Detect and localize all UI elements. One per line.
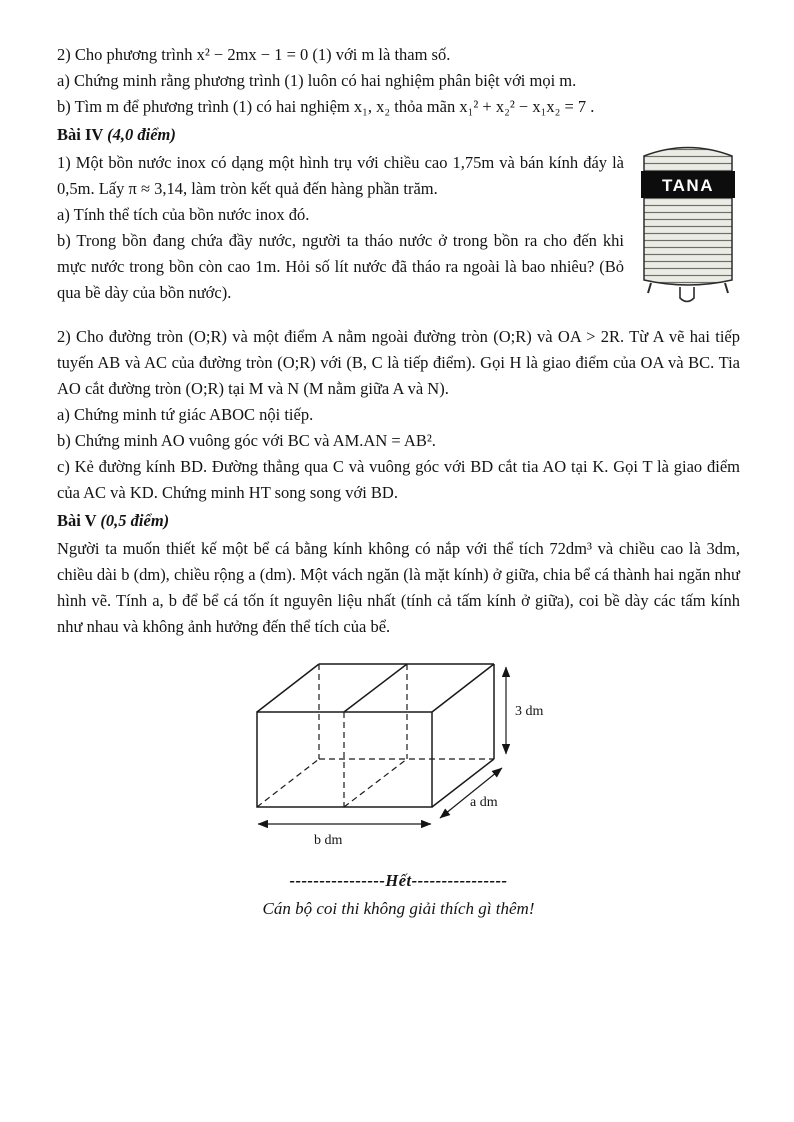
depth-dimension-label: a dm bbox=[469, 795, 498, 810]
dimension-arrows bbox=[258, 667, 506, 824]
tank-part-b: b) Trong bồn đang chứa đầy nước, người ta tháo nước ở trong bồn ra cho đến khi mực nước trong bồn còn cao 1m. Hỏi số lít nước đã tháo ra ngoài là bao nhiêu? (Bỏ qua bề dày của bồn nước). bbox=[57, 231, 624, 302]
problem-circle bbox=[57, 324, 740, 506]
aquarium-figure bbox=[244, 654, 554, 860]
circle-part-b: b) Chứng minh AO vuông góc với BC và AM.AN = AB². bbox=[57, 431, 436, 450]
water-tank-illustration bbox=[636, 134, 740, 306]
bai5-heading bbox=[57, 508, 740, 534]
bai5-points: (0,5 điểm) bbox=[100, 511, 170, 530]
circle-intro: 2) Cho đường tròn (O;R) và một điểm A nằm ngoài đường tròn (O;R) và OA > 2R. Từ A vẽ hai tiếp tuyến AB và AC của đường tròn (O;R) với (B, C là tiếp điểm). Gọi H là giao điểm của OA và BC. Tia AO cắt đường tròn (O;R) tại M và N (M nằm giữa A và N). bbox=[57, 327, 740, 398]
bai4-title: Bài IV bbox=[57, 125, 104, 144]
problem-tank bbox=[57, 150, 740, 318]
height-dimension-label: 3 dm bbox=[514, 704, 543, 719]
bai4-points: (4,0 điểm) bbox=[107, 125, 176, 144]
het-divider: ----------------Hết---------------- bbox=[289, 871, 508, 890]
width-dimension-label: b dm bbox=[313, 833, 342, 848]
quadratic-part-a: a) Chứng minh rằng phương trình (1) luôn có hai nghiệm phân biệt với mọi m. bbox=[57, 71, 577, 90]
tank-outlet bbox=[680, 287, 694, 302]
circle-part-c: c) Kẻ đường kính BD. Đường thẳng qua C và vuông góc với BD cắt tia AO tại K. Gọi T là giao điểm của AC và KD. Chứng minh HT song song với BD. bbox=[57, 457, 740, 502]
water-tank-figure bbox=[636, 134, 740, 314]
problem-quadratic bbox=[57, 42, 740, 120]
visible-edges bbox=[257, 664, 494, 807]
exam-note: Cán bộ coi thi không giải thích gì thêm! bbox=[262, 899, 535, 918]
hidden-edges bbox=[257, 664, 494, 807]
tank-body bbox=[644, 148, 732, 286]
tank-part-a: a) Tính thể tích của bồn nước inox đó. bbox=[57, 205, 310, 224]
problem-aquarium: Người ta muốn thiết kế một bể cá bằng kính không có nắp với thể tích 72dm³ và chiều cao là 3dm, chiều dài b (dm), chiều rộng a (dm). Một vách ngăn (là mặt kính) ở giữa, chia bể cá thành hai ngăn như hình vẽ. Tính a, b để bể cá tốn ít nguyên liệu nhất (tính cả tấm kính ở giữa), coi bề dày các tấm kính như nhau và không ảnh hưởng đến thể tích của bể. bbox=[57, 539, 740, 636]
quadratic-intro: 2) Cho phương trình x² − 2mx − 1 = 0 (1) với m là tham số. bbox=[57, 45, 451, 64]
tank-intro: 1) Một bồn nước inox có dạng một hình trụ với chiều cao 1,75m và bán kính đáy là 0,5m. Lấy π ≈ 3,14, làm tròn kết quả đến hàng phần trăm. bbox=[57, 153, 624, 198]
circle-part-a: a) Chứng minh tứ giác ABOC nội tiếp. bbox=[57, 405, 314, 424]
quadratic-part-b: b) Tìm m để phương trình (1) có hai nghiệm x₁, x₂ thỏa mãn x₁² + x₂² − x₁x₂ = 7 . bbox=[57, 97, 595, 116]
aquarium-box-diagram bbox=[244, 654, 554, 852]
bai5-title: Bài V bbox=[57, 511, 97, 530]
tank-brand-label: TANA bbox=[662, 176, 714, 195]
